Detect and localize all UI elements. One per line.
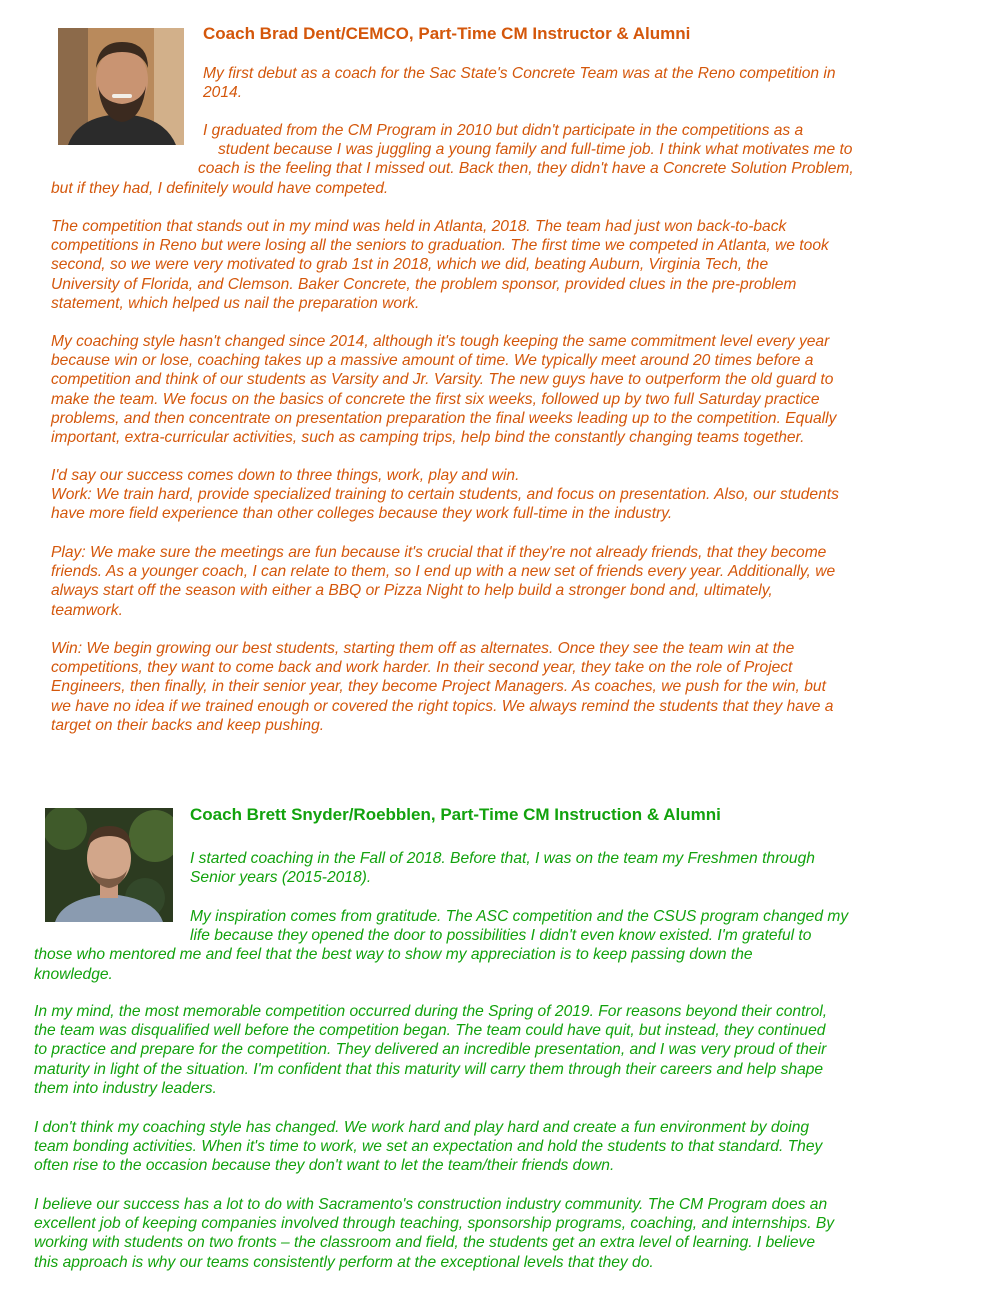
text-line: make the team. We focus on the basics of concrete the first six weeks, followed up by two full Saturday practice xyxy=(51,390,820,408)
text-line: this approach is why our teams consistently perform at the exceptional levels that they do. xyxy=(34,1253,654,1271)
text-line: competitions, they want to come back and work harder. In their second year, they take on the role of Project xyxy=(51,659,793,677)
text-line: I'd say our success comes down to three things, work, play and win. xyxy=(51,467,520,484)
text-line: those who mentored me and feel that the best way to show my appreciation is to keep passing down the xyxy=(34,946,753,964)
coach1-paragraph-1 xyxy=(203,64,836,102)
text-line: I don't think my coaching style has changed. We work hard and play hard and create a fun environment by doing xyxy=(34,1119,810,1136)
text-line: I started coaching in the Fall of 2018. Before that, I was on the team my Freshmen through xyxy=(190,850,815,867)
coach2-paragraph-2 xyxy=(34,907,848,984)
text-line: friends. As a younger coach, I can relate to them, so I end up with a new set of friends every year. Additionally, we xyxy=(51,563,836,581)
text-line: teamwork. xyxy=(51,601,123,619)
text-line: working with students on two fronts – the classroom and field, the students get an extra level of learning. I believe xyxy=(34,1234,815,1252)
text-line: second, so we were very motivated to grab 1st in 2018, which we did, beating Auburn, Virginia Tech, the xyxy=(51,256,769,274)
coach2-paragraph-3 xyxy=(34,1002,827,1098)
text-line: always start off the season with either a BBQ or Pizza Night to help build a stronger bond and, ultimately, xyxy=(51,582,773,600)
text-line: I believe our success has a lot to do with Sacramento's construction industry community. The CM Program does an xyxy=(34,1196,828,1213)
coach1-paragraph-4 xyxy=(51,332,836,447)
text-line: coach is the feeling that I missed out. Back then, they didn't have a Concrete Solution Problem, xyxy=(198,160,854,178)
coach1-paragraph-3 xyxy=(51,217,829,313)
coach2-paragraph-1 xyxy=(190,849,815,887)
text-line: but if they had, I definitely would have competed. xyxy=(51,179,389,197)
text-line: Engineers, then finally, in their senior year, they become Project Managers. As coaches, we push for the win, but xyxy=(51,678,826,696)
text-line: My first debut as a coach for the Sac State's Concrete Team was at the Reno competition in xyxy=(203,65,836,82)
text-line: Win: We begin growing our best students, starting them off as alternates. Once they see the team win at the xyxy=(51,640,795,657)
text-line: them into industry leaders. xyxy=(34,1079,217,1097)
text-line: we have no idea if we trained enough or covered the right topics. We always remind the students that they have a xyxy=(51,697,834,715)
text-line: My coaching style hasn't changed since 2014, although it's tough keeping the same commitment level every year xyxy=(51,333,830,350)
text-line: statement, which helped us nail the preparation work. xyxy=(51,294,420,312)
text-line: competitions in Reno but were losing all the seniors to graduation. The first time we competed in Atlanta, we took xyxy=(51,237,829,255)
text-line: to practice and prepare for the competition. They delivered an incredible presentation, and I was very proud of their xyxy=(34,1041,827,1059)
text-line: the team was disqualified well before the competition began. The team could have quit, but instead, they continued xyxy=(34,1022,826,1040)
text-line: Senior years (2015-2018). xyxy=(190,869,372,887)
text-line: 2014. xyxy=(203,84,243,102)
coach-brett-snyder-title: Coach Brett Snyder/Roebblen, Part-Time CM Instruction & Alumni xyxy=(190,805,721,824)
text-line: My inspiration comes from gratitude. The ASC competition and the CSUS program changed my xyxy=(190,908,849,925)
text-line: knowledge. xyxy=(34,965,113,983)
text-line: Work: We train hard, provide specialized training to certain students, and focus on presentation. Also, our students xyxy=(51,486,839,504)
text-line: competition and think of our students as Varsity and Jr. Varsity. The new guys have to outperform the old guard to xyxy=(51,371,834,389)
text-line: I graduated from the CM Program in 2010 but didn't participate in the competitions as a xyxy=(203,122,804,139)
coach-brad-dent-title: Coach Brad Dent/CEMCO, Part-Time CM Instructor & Alumni xyxy=(203,24,691,43)
text-line: excellent job of keeping companies involved through teaching, sponsorship programs, coaching, and internships. By xyxy=(34,1215,835,1233)
coach1-paragraph-2 xyxy=(51,121,854,198)
coach2-paragraph-4 xyxy=(34,1118,822,1176)
text-line: have more field experience than other colleges because they work full-time in the industry. xyxy=(51,505,673,523)
text-line: often rise to the occasion because they don't want to let the team/their friends down. xyxy=(34,1157,615,1175)
text-line: target on their backs and keep pushing. xyxy=(51,716,325,734)
text-line: problems, and then concentrate on presentation preparation the final weeks leading up to the competition. Equally xyxy=(51,409,837,427)
text-line: because win or lose, coaching takes up a massive amount of time. We typically meet around 20 times before a xyxy=(51,352,814,370)
text-line: Play: We make sure the meetings are fun because it's crucial that if they're not already friends, that they become xyxy=(51,544,827,561)
text-line: maturity in light of the situation. I'm confident that this maturity will carry them through their careers and help shape xyxy=(34,1060,824,1078)
text-line: University of Florida, and Clemson. Baker Concrete, the problem sponsor, provided clues in the pre-problem xyxy=(51,275,797,293)
text-line: student because I was juggling a young family and full-time job. I think what motivates me to xyxy=(218,141,853,159)
text-line: team bonding activities. When it's time to work, we set an expectation and hold the students to that standard. They xyxy=(34,1138,823,1156)
coach1-paragraph-5 xyxy=(51,466,839,524)
coach1-paragraph-6 xyxy=(51,543,835,620)
text-line: important, extra-curricular activities, such as camping trips, help bind the constantly changing teams together. xyxy=(51,429,805,447)
coach1-paragraph-7 xyxy=(51,639,833,735)
text-line: In my mind, the most memorable competition occurred during the Spring of 2019. For reasons beyond their control, xyxy=(34,1003,828,1020)
text-line: life because they opened the door to possibilities I didn't even know existed. I'm grateful to xyxy=(190,927,812,945)
coach-brett-snyder-photo xyxy=(45,808,173,922)
coach2-paragraph-5 xyxy=(34,1195,834,1272)
text-line: The competition that stands out in my mind was held in Atlanta, 2018. The team had just won back-to-back xyxy=(51,218,787,235)
